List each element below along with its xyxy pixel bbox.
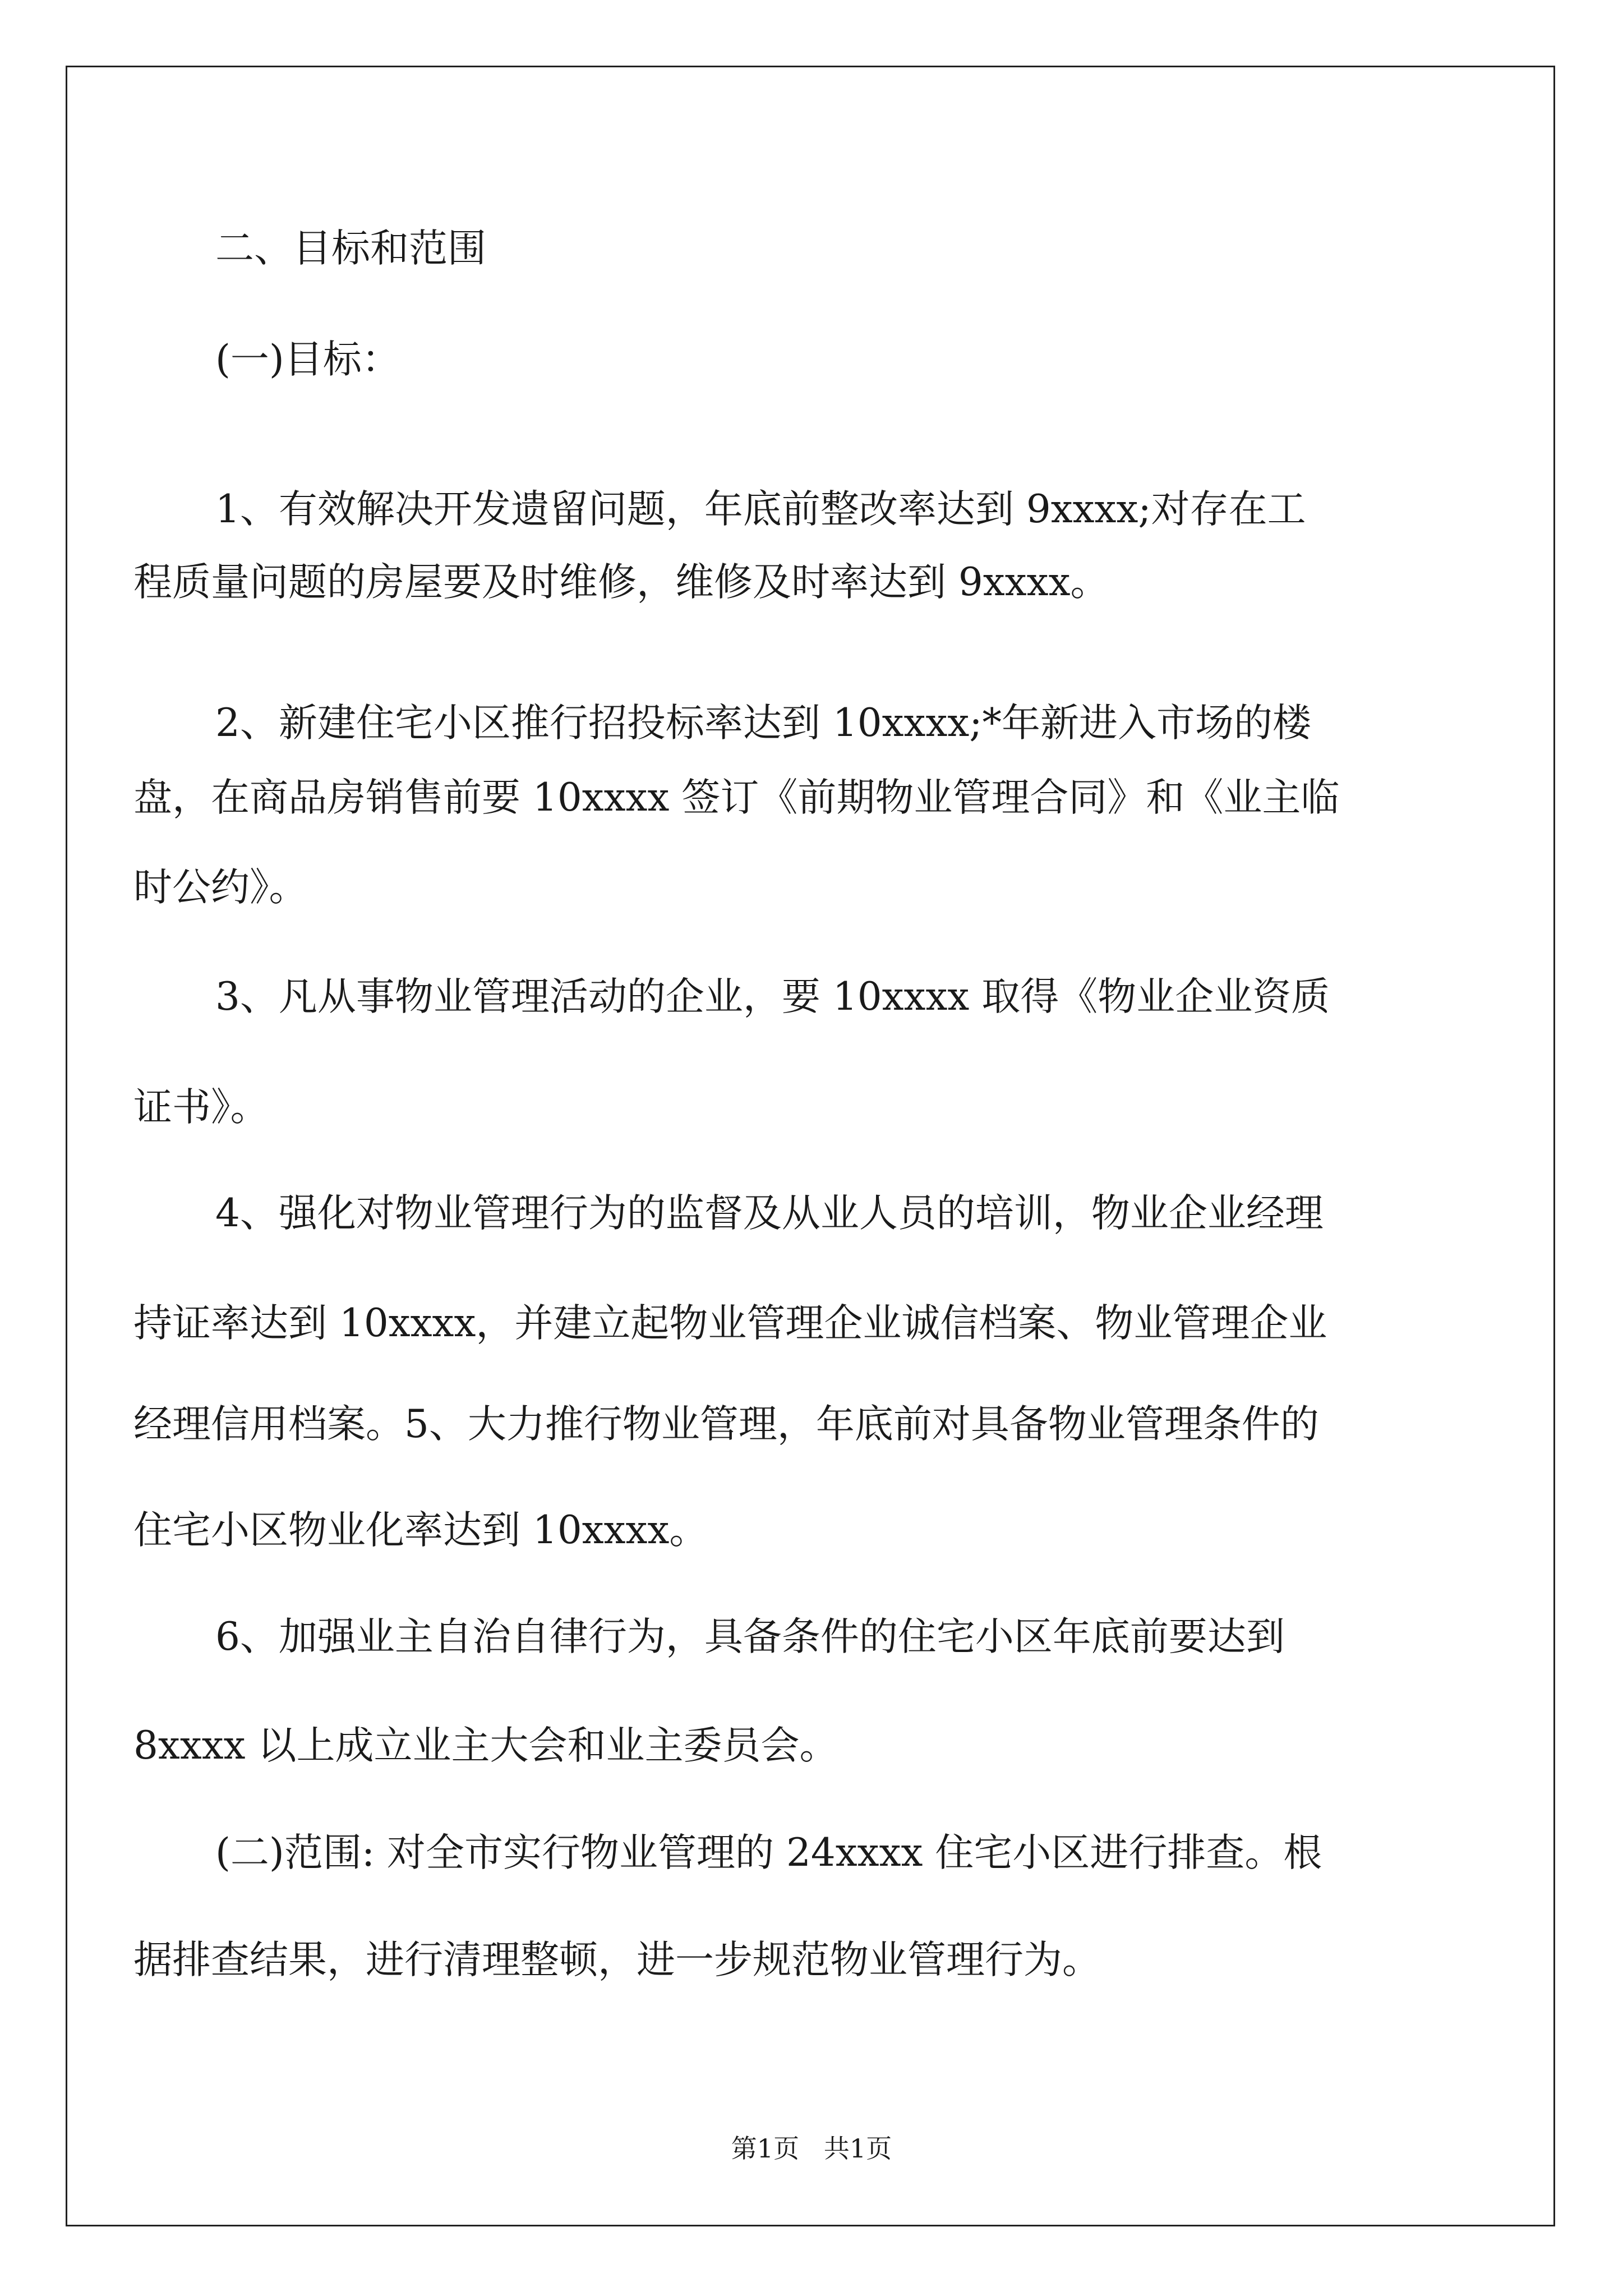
item-6-line-2: 8xxxx 以上成立业主大会和业主委员会。 xyxy=(133,1723,838,1768)
item-2-line-2: 盘，在商品房销售前要 10xxxx 签订《前期物业管理合同》和《业主临 xyxy=(133,775,1340,820)
item-4-line-1: 4、强化对物业管理行为的监督及从业人员的培训，物业企业经理 xyxy=(215,1191,1324,1236)
page-frame xyxy=(66,66,1555,2226)
scope-line-1: (二)范围: 对全市实行物业管理的 24xxxx 住宅小区进行排查。根 xyxy=(215,1830,1322,1875)
item-6-line-1: 6、加强业主自治自律行为，具备条件的住宅小区年底前要达到 xyxy=(215,1614,1285,1659)
item-4-line-3: 经理信用档案。5、大力推行物业管理，年底前对具备物业管理条件的 xyxy=(133,1402,1319,1447)
item-2-line-1: 2、新建住宅小区推行招投标率达到 10xxxx;*年新进入市场的楼 xyxy=(215,701,1312,746)
item-3-line-2: 证书》。 xyxy=(133,1085,269,1130)
scope-line-2: 据排查结果，进行清理整顿，进一步规范物业管理行为。 xyxy=(133,1938,1101,1982)
page-footer: 第1页 共1页 xyxy=(731,2133,892,2164)
item-3-line-1: 3、凡从事物业管理活动的企业，要 10xxxx 取得《物业企业资质 xyxy=(215,974,1330,1019)
sub-heading-goal: (一)目标： xyxy=(215,337,400,382)
item-4-line-4: 住宅小区物业化率达到 10xxxx。 xyxy=(133,1508,708,1553)
item-1-line-1: 1、有效解决开发遗留问题，年底前整改率达到 9xxxx;对存在工 xyxy=(215,487,1306,532)
item-2-line-3: 时公约》。 xyxy=(133,865,308,910)
item-4-line-2: 持证率达到 10xxxx，并建立起物业管理企业诚信档案、物业管理企业 xyxy=(133,1301,1327,1346)
section-heading: 二、目标和范围 xyxy=(215,226,486,271)
item-1-line-2: 程质量问题的房屋要及时维修，维修及时率达到 9xxxx。 xyxy=(133,560,1109,605)
